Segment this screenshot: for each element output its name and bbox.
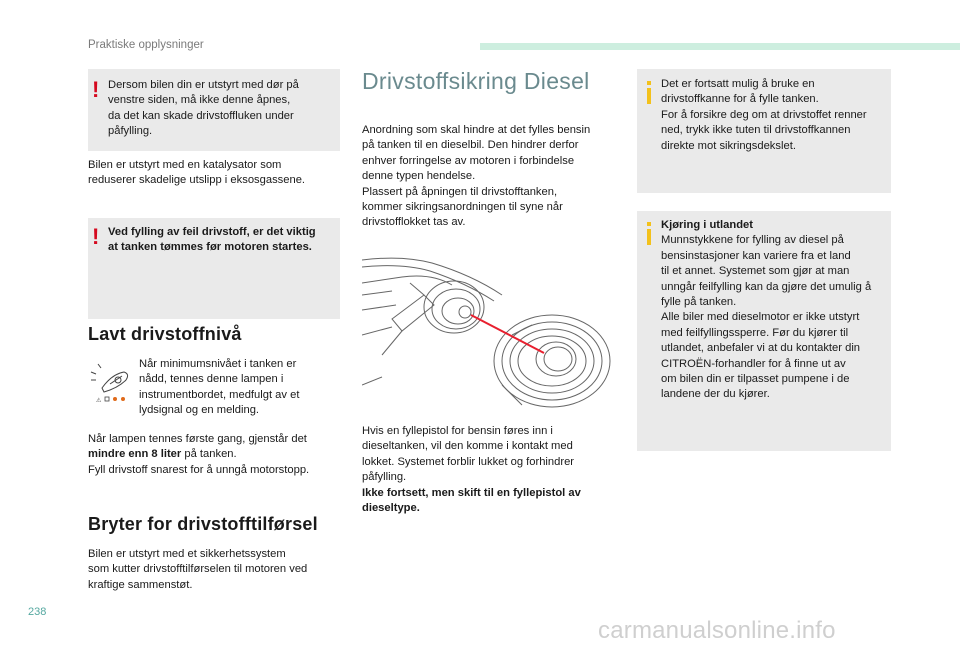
line: om bilen din er tilpasset pumpene i de	[661, 373, 850, 386]
line: fylle på tanken.	[661, 296, 737, 309]
text: på tanken.	[181, 448, 237, 461]
line: Alle biler med dieselmotor er ikke utstyrt	[661, 311, 860, 324]
line: Bilen er utstyrt med et sikkerhetssystem	[88, 548, 286, 560]
line: CITROËN-forhandler for å finne ut av	[661, 357, 846, 370]
line: Bilen er utstyrt med en katalysator som	[88, 159, 282, 171]
line: ned, trykk ikke tuten til drivstoffkannen	[661, 124, 851, 137]
line: venstre siden, må ikke denne åpnes,	[108, 94, 291, 107]
line: unngår feilfylling kan da gjøre det umulig å	[661, 280, 872, 293]
line: nådd, tennes denne lampen i	[139, 373, 284, 386]
line: Hvis en fyllepistol for bensin føres inn i	[362, 425, 553, 437]
line: utlandet, anbefaler vi at du kontakter din	[661, 342, 861, 355]
line: kraftige sammenstøt.	[88, 578, 193, 591]
low-fuel-lamp-text	[139, 357, 339, 419]
chapter-title: Praktiske opplysninger	[88, 39, 204, 51]
warning-icon: !	[92, 224, 100, 249]
line: lokket. Systemet forblir lukket og forhindrer	[362, 455, 575, 468]
line: Anordning som skal hindre at det fylles bensin	[362, 124, 591, 136]
low-fuel-paragraph	[88, 432, 340, 478]
info-text-fuel-can	[661, 77, 889, 154]
line: Munnstykkene for fylling av diesel på	[661, 234, 844, 247]
line: dieseltype.	[362, 502, 420, 515]
watermark-link[interactable]: carmanualsonline.info	[598, 617, 836, 644]
line: påfylling.	[108, 125, 153, 138]
line: da det kan skade drivstoffluken under	[108, 109, 294, 122]
line: denne typen hendelse.	[362, 170, 476, 183]
line: med feilfyllingssperre. Før du kjører til	[661, 326, 849, 339]
line: For å forsikre deg om at drivstoffet renner	[661, 108, 867, 121]
line: enhver forringelse av motoren i forbindelse	[362, 154, 575, 167]
line: direkte mot sikringsdekslet.	[661, 139, 796, 152]
page-number: 238	[28, 606, 47, 618]
line: på tanken til en dieselbil. Den hindrer derfor	[362, 139, 579, 152]
line: dieseltanken, vil den komme i kontakt med	[362, 440, 573, 453]
line: landene der du kjører.	[661, 388, 770, 401]
line: reduserer skadelige utslipp i eksosgassene.	[88, 174, 306, 187]
diesel-lock-after-text	[362, 424, 618, 516]
line: Det er fortsatt mulig å bruke en	[661, 78, 815, 90]
line: Når minimumsnivået i tanken er	[139, 358, 297, 370]
info-title: Kjøring i utlandet	[661, 219, 753, 231]
line: Dersom bilen din er utstyrt med dør på	[108, 79, 299, 91]
line: til et annet. Systemet som gjør at man	[661, 265, 850, 278]
info-text-abroad	[661, 218, 889, 403]
catalyst-text	[88, 158, 340, 189]
line	[88, 447, 340, 462]
warning-icon: !	[92, 77, 100, 102]
bold-amount: mindre enn 8 liter	[88, 448, 182, 461]
line: kommer sikringsanordningen til syne når	[362, 201, 563, 214]
line: Ved fylling av feil drivstoff, er det viktig	[108, 226, 316, 238]
line: lydsignal og en melding.	[139, 404, 260, 417]
line: bensinstasjoner kan variere fra et land	[661, 249, 851, 262]
fuel-cutoff-text	[88, 547, 340, 593]
line: instrumentbordet, medfulgt av et	[139, 388, 300, 401]
warning-text-door	[108, 78, 338, 140]
line: at tanken tømmes før motoren startes.	[108, 241, 312, 254]
line: Når lampen tennes første gang, gjenstår det	[88, 433, 307, 445]
section-title-low-fuel: Lavt drivstoffnivå	[88, 324, 242, 344]
svg-text:⚠: ⚠	[96, 397, 102, 404]
info-icon	[647, 229, 651, 245]
fuel-filler-illustration	[362, 255, 618, 411]
line: drivstoffkanne for å fylle tanken.	[661, 93, 819, 106]
section-title-fuel-cutoff: Bryter for drivstofftilførsel	[88, 514, 318, 534]
line: påfylling.	[362, 471, 407, 484]
line: drivstofflokket tas av.	[362, 216, 466, 229]
line: Ikke fortsett, men skift til en fyllepistol av	[362, 486, 581, 499]
warning-text-wrong-fuel	[108, 225, 338, 256]
low-fuel-warning-lamp-icon	[88, 358, 134, 406]
section-title-diesel-lock: Drivstoffsikring Diesel	[362, 68, 590, 94]
line: Plassert på åpningen til drivstofftanken,	[362, 185, 558, 198]
chapter-bar	[480, 43, 960, 50]
diesel-lock-intro	[362, 123, 618, 231]
line: som kutter drivstofftilførselen til motoren ved	[88, 563, 308, 576]
info-icon	[647, 88, 651, 104]
line: Fyll drivstoff snarest for å unngå motorstopp.	[88, 463, 310, 476]
